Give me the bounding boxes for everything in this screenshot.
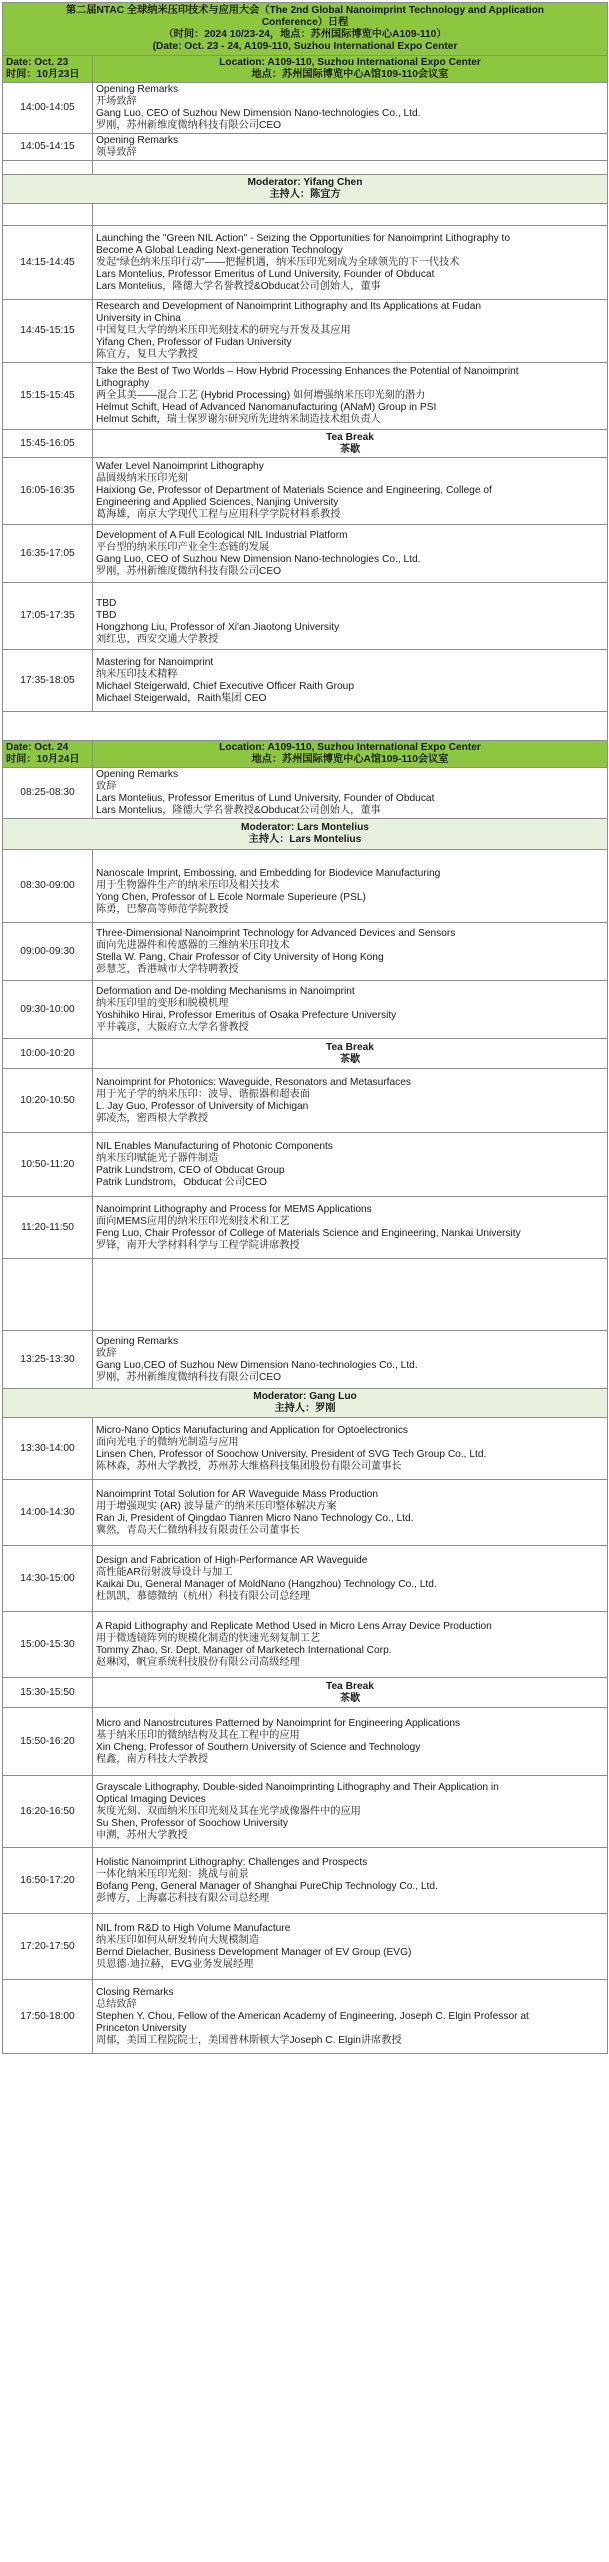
session-detail: 面向光电子的微纳光制造与应用 bbox=[96, 1436, 239, 1448]
session-detail: Haixiong Ge, Professor of Department of Materials Science and Engineering, College of bbox=[96, 485, 492, 496]
session-time: 10:50-11:20 bbox=[20, 1158, 75, 1170]
header-title-line1: 第二届NTAC 全球纳米压印技术与应用大会（The 2nd Global Nanoimprint Technology and Application bbox=[65, 5, 545, 16]
session-detail: 纳米压印如何从研发转向大规模制造 bbox=[96, 1934, 259, 1946]
session-detail: TBD bbox=[96, 610, 117, 621]
session-detail: Lars Montelius，隆德大学名誉教授&Obducat公司创始人，董事 bbox=[96, 280, 381, 292]
session-detail: 致辞 bbox=[96, 781, 117, 792]
location-cn: 地点：苏州国际博览中心A馆109-110会议室 bbox=[251, 69, 449, 80]
session-detail: 罗刚，苏州新维度微纳科技有限公司CEO bbox=[96, 1371, 282, 1383]
session-time: 10:00-10:20 bbox=[20, 1047, 75, 1059]
session-row bbox=[3, 1069, 608, 1133]
session-detail: 发起“绿色纳米压印行动”——把握机遇，纳米压印光刻成为全球领先的下一代技术 bbox=[96, 256, 460, 268]
session-time: 15:30-15:50 bbox=[20, 1686, 75, 1698]
session-detail: Patrik Lundstrom, CEO of Obducat Group bbox=[96, 1164, 285, 1176]
tea-break-row bbox=[3, 1678, 608, 1708]
session-title: Opening Remarks bbox=[96, 1335, 179, 1347]
session-detail: 平井義彦，大阪府立大学名誉教授 bbox=[96, 1021, 249, 1033]
session-title: Take the Best of Two Worlds – How Hybrid Processing Enhances the Potential of Nanoimprint bbox=[96, 366, 519, 377]
session-time: 17:20-17:50 bbox=[20, 1940, 75, 1952]
session-row bbox=[3, 226, 608, 300]
session-title: Nanoimprint Total Solution for AR Waveguide Mass Production bbox=[96, 1488, 378, 1500]
tea-break-cn: 茶歇 bbox=[339, 1053, 361, 1065]
session-detail: Engineering and Applied Sciences, Nanjing University bbox=[96, 497, 339, 508]
session-time: 14:05-14:15 bbox=[20, 141, 75, 152]
session-detail: 纳米压印技术精粹 bbox=[96, 668, 178, 680]
header-date-location-cn: （时间：2024 10/23-24，地点：苏州国际博览中心A109-110） bbox=[163, 29, 447, 40]
session-time: 14:00-14:30 bbox=[20, 1506, 75, 1518]
session-detail: Patrik Lundstrom，Obducat 公司CEO bbox=[96, 1176, 267, 1188]
session-detail: 中国复旦大学的纳米压印光刻技术的研究与开发及其应用 bbox=[96, 325, 351, 336]
session-detail: Linsen Chen, Professor of Soochow University, President of SVG Tech Group Co., Ltd. bbox=[96, 1448, 487, 1460]
session-detail: TBD bbox=[96, 598, 117, 609]
tea-break-cn: 茶歇 bbox=[339, 443, 361, 455]
session-detail: Bernd Dielacher, Business Development Manager of EV Group (EVG) bbox=[96, 1946, 412, 1958]
session-detail: Kaikai Du, General Manager of MoldNano (Hangzhou) Technology Co., Ltd. bbox=[96, 1578, 437, 1590]
session-detail: 赵琳闵，帆宣系统科技股份有限公司高级经理 bbox=[96, 1656, 300, 1668]
session-time: 15:45-16:05 bbox=[20, 437, 75, 449]
conference-header bbox=[3, 3, 608, 56]
moderator-en: Moderator: Lars Montelius bbox=[241, 822, 369, 833]
session-detail: Gang Luo,CEO of Suzhou New Dimension Nano-technologies Co., Ltd. bbox=[96, 1359, 418, 1371]
session-title: Closing Remarks bbox=[96, 1986, 174, 1998]
session-detail: Ran Ji, President of Qingdao Tianren Micro Nano Technology Co., Ltd. bbox=[96, 1512, 414, 1524]
session-title: A Rapid Lithography and Replicate Method Used in Micro Lens Array Device Production bbox=[96, 1620, 492, 1632]
empty-row bbox=[3, 161, 608, 175]
moderator-en: Moderator: Gang Luo bbox=[253, 1391, 357, 1402]
session-detail: 面向MEMS应用的纳米压印光刻技术和工艺 bbox=[96, 1215, 290, 1227]
tea-break-en: Tea Break bbox=[326, 431, 374, 443]
date-en: Date: Oct. 24 bbox=[6, 742, 69, 753]
session-title: NIL from R&D to High Volume Manufacture bbox=[96, 1922, 291, 1934]
session-detail: Hongzhong Liu, Professor of Xi'an Jiaotong University bbox=[96, 622, 340, 633]
session-row bbox=[3, 83, 608, 134]
session-detail: 葛海雄，南京大学现代工程与应用科学学院材料系教授 bbox=[96, 509, 341, 520]
session-detail: Gang Luo, CEO of Suzhou New Dimension Nano-technologies Co., Ltd. bbox=[96, 553, 421, 565]
session-title bbox=[96, 586, 604, 598]
schedule-table bbox=[2, 2, 608, 2054]
session-detail: 用于增强现实 (AR) 波导量产的纳米压印整体解决方案 bbox=[96, 1500, 337, 1512]
session-detail: 罗刚，苏州新维度微纳科技有限公司CEO bbox=[96, 120, 282, 131]
session-time: 13:30-14:00 bbox=[20, 1442, 75, 1454]
session-detail: 基于纳米压印的微纳结构及其在工程中的应用 bbox=[96, 1729, 300, 1741]
session-detail: Yifang Chen, Professor of Fudan University bbox=[96, 337, 292, 348]
session-row bbox=[3, 1418, 608, 1480]
moderator-row bbox=[3, 1389, 608, 1418]
session-detail: Lars Montelius，隆德大学名誉教授&Obducat公司创始人，董事 bbox=[96, 805, 381, 816]
session-detail: 一体化纳米压印光刻：挑战与前景 bbox=[96, 1868, 249, 1880]
moderator-cn: 主持人：陈宜方 bbox=[269, 189, 341, 200]
session-title: Opening Remarks bbox=[96, 84, 179, 95]
session-detail: 开场致辞 bbox=[96, 96, 137, 107]
session-detail: Gang Luo, CEO of Suzhou New Dimension Nano-technologies Co., Ltd. bbox=[96, 108, 421, 119]
session-row bbox=[3, 1197, 608, 1259]
session-detail: 冀然，青岛天仁微纳科技有限责任公司董事长 bbox=[96, 1524, 300, 1536]
session-time: 16:20-16:50 bbox=[20, 1805, 75, 1817]
session-title: Launching the "Green NIL Action" - Seizing the Opportunities for Nanoimprint Lithography to bbox=[96, 232, 511, 244]
session-detail: 致辞 bbox=[96, 1347, 117, 1359]
tea-break-en: Tea Break bbox=[326, 1680, 374, 1692]
session-row bbox=[3, 1914, 608, 1980]
session-time: 14:15-14:45 bbox=[20, 256, 75, 268]
session-time: 15:15-15:45 bbox=[20, 390, 75, 401]
session-detail: 郭凌杰，密西根大学教授 bbox=[96, 1112, 209, 1124]
session-detail: Yong Chen, Professor of L Ecole Normale Superieure (PSL) bbox=[96, 892, 366, 903]
session-detail: 陈勇，巴黎高等师范学院教授 bbox=[96, 904, 229, 915]
session-detail: Lars Montelius, Professor Emeritus of Lund University, Founder of Obducat bbox=[96, 268, 435, 280]
empty-row bbox=[3, 204, 608, 226]
session-row bbox=[3, 1980, 608, 2054]
session-row bbox=[3, 458, 608, 525]
date-cn: 时间：10月23日 bbox=[6, 69, 80, 80]
session-detail: 纳米压印赋能光子器件制造 bbox=[96, 1152, 219, 1164]
day-separator bbox=[3, 712, 608, 741]
session-detail: L. Jay Guo, Professor of University of Michigan bbox=[96, 1100, 309, 1112]
location-cn: 地点：苏州国际博览中心A馆109-110会议室 bbox=[251, 754, 449, 765]
session-title: Research and Development of Nanoimprint Lithography and Its Applications at Fudan bbox=[96, 301, 482, 312]
session-detail: 申溯，苏州大学教授 bbox=[96, 1829, 188, 1841]
session-detail: Optical Imaging Devices bbox=[96, 1793, 206, 1805]
session-title: Development of A Full Ecological NIL Industrial Platform bbox=[96, 529, 348, 541]
moderator-en: Moderator: Yifang Chen bbox=[247, 177, 363, 188]
session-detail: Lars Montelius, Professor Emeritus of Lund University, Founder of Obducat bbox=[96, 793, 435, 804]
session-time: 17:35-18:05 bbox=[20, 674, 75, 686]
session-time: 16:35-17:05 bbox=[20, 547, 75, 559]
session-row bbox=[3, 1546, 608, 1612]
session-row bbox=[3, 850, 608, 923]
date-en: Date: Oct. 23 bbox=[6, 57, 69, 68]
session-detail: 面向先进器件和传感器的三维纳米压印技术 bbox=[96, 939, 290, 951]
session-time: 09:30-10:00 bbox=[20, 1003, 75, 1015]
session-time: 14:45-15:15 bbox=[20, 325, 75, 336]
session-detail: 贝恩德·迪拉赫，EVG业务发展经理 bbox=[96, 1958, 254, 1970]
session-detail: 彭慧芝，香港城市大学特聘教授 bbox=[96, 963, 239, 975]
session-detail: 程鑫，南方科技大学教授 bbox=[96, 1753, 209, 1765]
session-row bbox=[3, 923, 608, 981]
session-detail: 灰度光刻、双面纳米压印光刻及其在光学成像器件中的应用 bbox=[96, 1805, 361, 1817]
session-row bbox=[3, 1708, 608, 1776]
session-time: 17:50-18:00 bbox=[20, 2010, 75, 2022]
session-detail: Feng Luo, Chair Professor of College of Materials Science and Engineering, Nankai University bbox=[96, 1227, 521, 1239]
session-detail: Princeton University bbox=[96, 2022, 187, 2034]
session-detail: University in China bbox=[96, 313, 181, 324]
header-date-location-en: (Date: Oct. 23 - 24, A109-110, Suzhou International Expo Center bbox=[152, 41, 458, 52]
session-detail: 总结致辞 bbox=[96, 1998, 137, 2010]
session-title: Opening Remarks bbox=[96, 135, 179, 146]
session-detail: Helmut Schift, Head of Advanced Nanomanufacturing (ANaM) Group in PSI bbox=[96, 402, 437, 413]
session-row bbox=[3, 583, 608, 650]
day-header bbox=[3, 56, 608, 83]
session-row bbox=[3, 650, 608, 712]
empty-row bbox=[3, 1259, 608, 1331]
session-detail: 纳米压印里的变形和脱模机理 bbox=[96, 997, 229, 1009]
session-title: Micro-Nano Optics Manufacturing and Application for Optoelectronics bbox=[96, 1424, 409, 1436]
session-title: Micro and Nanostrcutures Patterned by Nanoimprint for Engineering Applications bbox=[96, 1717, 461, 1729]
session-detail: 罗刚，苏州新维度微纳科技有限公司CEO bbox=[96, 565, 282, 577]
session-detail: Stella W. Pang, Chair Professor of City University of Hong Kong bbox=[96, 951, 384, 963]
session-detail: 陈宜方，复旦大学教授 bbox=[96, 349, 198, 360]
location-en: Location: A109-110, Suzhou International Expo Center bbox=[219, 742, 481, 753]
session-title: Nanoimprint for Photonics: Waveguide, Resonators and Metasurfaces bbox=[96, 1076, 412, 1088]
tea-break-en: Tea Break bbox=[326, 1041, 374, 1053]
session-detail: Yoshihiko Hirai, Professor Emeritus of Osaka Prefecture University bbox=[96, 1009, 397, 1021]
session-detail: Michael Steigerwald, Chief Executive Officer Raith Group bbox=[96, 680, 355, 692]
session-detail: Tommy Zhao, Sr. Dept. Manager of Marketech International Corp. bbox=[96, 1644, 392, 1656]
session-detail: Helmut Schift，瑞士保罗谢尔研究所先进纳米制造技术组负责人 bbox=[96, 414, 381, 425]
session-detail: 罗锋，南开大学材料科学与工程学院讲席教授 bbox=[96, 1239, 300, 1251]
session-detail: Stephen Y. Chou, Fellow of the American Academy of Engineering, Joseph C. Elgin Professor at bbox=[96, 2010, 529, 2022]
session-row bbox=[3, 1480, 608, 1546]
session-row bbox=[3, 1848, 608, 1914]
session-detail: 刘红忠，西安交通大学教授 bbox=[96, 634, 219, 645]
moderator-row bbox=[3, 175, 608, 204]
session-time: 08:30-09:00 bbox=[20, 880, 75, 891]
session-time: 11:20-11:50 bbox=[21, 1221, 74, 1233]
moderator-row bbox=[3, 819, 608, 850]
session-detail: 用于微透镜阵列的规模化制造的快速光刻复制工艺 bbox=[96, 1632, 321, 1644]
session-time: 08:25-08:30 bbox=[20, 787, 75, 798]
session-title: Grayscale Lithography, Double-sided Nanoimprinting Lithography and Their Application in bbox=[96, 1781, 499, 1793]
session-row bbox=[3, 1331, 608, 1389]
session-time: 16:50-17:20 bbox=[20, 1874, 75, 1886]
session-row bbox=[3, 1133, 608, 1197]
day-header bbox=[3, 741, 608, 768]
session-detail: 晶圆级纳米压印光刻 bbox=[96, 473, 188, 484]
session-detail: Su Shen, Professor of Soochow University bbox=[96, 1817, 288, 1829]
session-detail: 杜凯凯，慕德微纳（杭州）科技有限公司总经理 bbox=[96, 1590, 310, 1602]
session-row bbox=[3, 300, 608, 363]
session-detail: 高性能AR衍射波导设计与加工 bbox=[96, 1566, 233, 1578]
session-time: 14:30-15:00 bbox=[20, 1572, 75, 1584]
tea-break-row bbox=[3, 1039, 608, 1069]
session-title: Three-Dimensional Nanoimprint Technology for Advanced Devices and Sensors bbox=[96, 927, 456, 939]
session-detail: Become A Global Leading Next-generation Technology bbox=[96, 244, 343, 256]
tea-break-row bbox=[3, 430, 608, 458]
session-detail: Lithography bbox=[96, 378, 150, 389]
session-row bbox=[3, 1612, 608, 1678]
session-row bbox=[3, 1776, 608, 1848]
session-title: Mastering for Nanoimprint bbox=[96, 656, 214, 668]
session-time: 09:00-09:30 bbox=[20, 945, 75, 957]
session-detail: 平台型的纳米压印产业全生态链的发展 bbox=[96, 541, 270, 553]
session-row bbox=[3, 981, 608, 1039]
session-title: Opening Remarks bbox=[96, 769, 179, 780]
tea-break-cn: 茶歇 bbox=[339, 1692, 361, 1704]
session-title: Design and Fabrication of High-Performance AR Waveguide bbox=[96, 1554, 368, 1566]
header-title-line2: Conference）日程 bbox=[261, 17, 349, 28]
moderator-cn: 主持人：Lars Montelius bbox=[248, 834, 362, 845]
session-title: NIL Enables Manufacturing of Photonic Components bbox=[96, 1140, 333, 1152]
session-title: Nanoimprint Lithography and Process for MEMS Applications bbox=[96, 1203, 372, 1215]
session-detail: Xin Cheng, Professor of Southern University of Science and Technology bbox=[96, 1741, 421, 1753]
session-time: 14:00-14:05 bbox=[20, 102, 75, 113]
date-cn: 时间：10月24日 bbox=[6, 754, 80, 765]
session-row bbox=[3, 525, 608, 583]
session-row bbox=[3, 768, 608, 819]
session-detail: 两全其美——混合工艺 (Hybrid Processing) 如何增强纳米压印光刻的潜力 bbox=[96, 390, 426, 401]
session-time: 17:05-17:35 bbox=[20, 610, 75, 621]
session-time: 15:00-15:30 bbox=[20, 1638, 75, 1650]
session-title: Deformation and De-molding Mechanisms in Nanoimprint bbox=[96, 985, 355, 997]
session-time: 15:50-16:20 bbox=[20, 1735, 75, 1747]
moderator-cn: 主持人：罗刚 bbox=[274, 1403, 336, 1414]
location-en: Location: A109-110, Suzhou International Expo Center bbox=[219, 57, 481, 68]
session-detail: 陈林森，苏州大学教授，苏州苏大维格科技集团股份有限公司董事长 bbox=[96, 1460, 402, 1472]
session-detail: 彭博方，上海嘉芯科技有限公司总经理 bbox=[96, 1892, 270, 1904]
session-detail: 用于生物器件生产的纳米压印及相关技术 bbox=[96, 880, 280, 891]
session-time: 13:25-13:30 bbox=[20, 1353, 75, 1365]
session-row bbox=[3, 363, 608, 430]
session-detail: Michael Steigerwald，Raith集团 CEO bbox=[96, 692, 267, 704]
schedule-page bbox=[2, 2, 607, 2054]
session-detail: 用于光子学的纳米压印：波导、谐振器和超表面 bbox=[96, 1088, 310, 1100]
session-title bbox=[96, 856, 604, 868]
session-detail: 领导致辞 bbox=[96, 147, 137, 158]
session-detail: 周郁，美国工程院院士，美国普林斯顿大学Joseph C. Elgin讲席教授 bbox=[96, 2034, 402, 2046]
session-time: 10:20-10:50 bbox=[20, 1094, 75, 1106]
session-time: 16:05-16:35 bbox=[20, 485, 75, 496]
session-row bbox=[3, 134, 608, 161]
session-detail: Nanoscale Imprint, Embossing, and Embedding for Biodevice Manufacturing bbox=[96, 868, 441, 879]
session-title: Holistic Nanoimprint Lithography: Challenges and Prospects bbox=[96, 1856, 368, 1868]
session-title: Wafer Level Nanoimprint Lithography bbox=[96, 461, 264, 472]
session-detail: Bofang Peng, General Manager of Shanghai PureChip Technology Co., Ltd. bbox=[96, 1880, 438, 1892]
